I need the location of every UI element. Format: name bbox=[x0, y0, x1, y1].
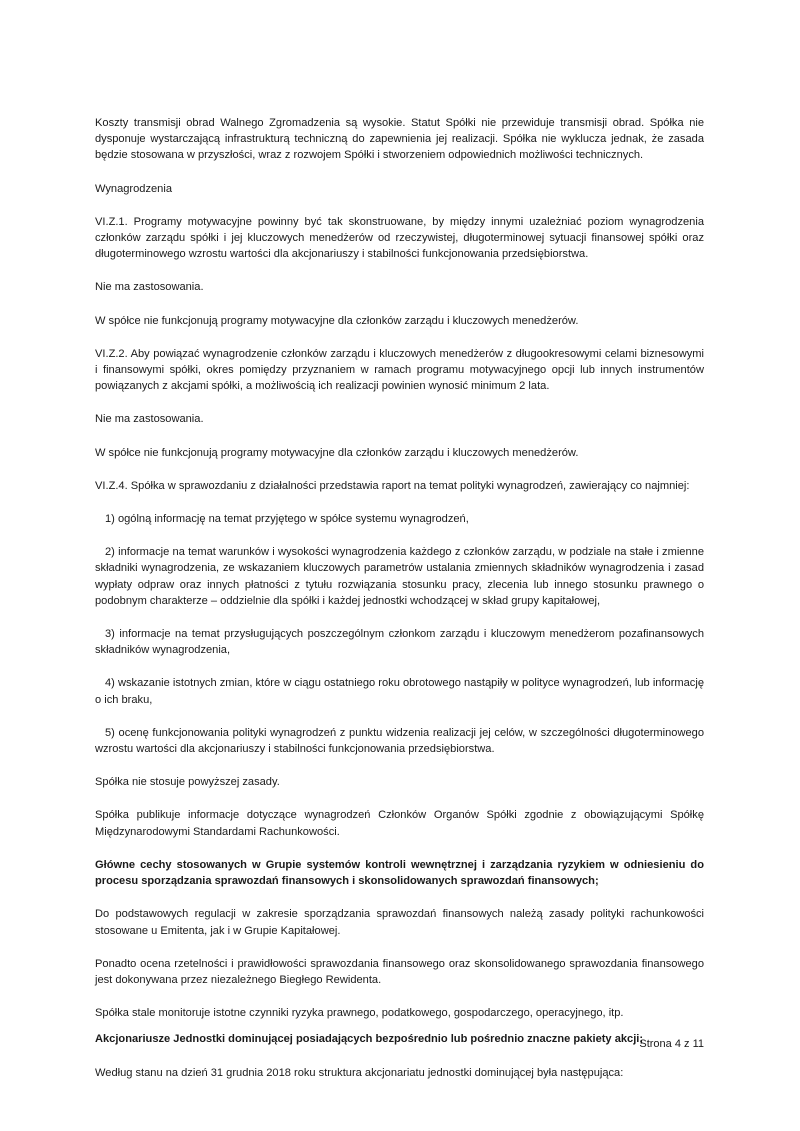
list-item: 1) ogólną informację na temat przyjętego w spółce systemu wynagrodzeń, bbox=[105, 513, 469, 526]
section-heading-internal-control: Główne cechy stosowanych w Grupie systemów kontroli wewnętrznej i zarządzania ryzykiem w odniesieniu do procesu sporządzania sprawozdań finansowych i skonsolidowanych sprawozdań finansowych; bbox=[95, 858, 704, 888]
section-heading-remuneration: Wynagrodzenia bbox=[95, 182, 172, 195]
paragraph-transmission-costs: Koszty transmisji obrad Walnego Zgromadzenia są wysokie. Statut Spółki nie przewiduje transmisji obrad. Spółka nie dysponuje wystarczającą infrastrukturą techniczną do zapewnienia jej realizacji. Spółka nie wyklucza jednak, że zasada będzie stosowana w przyszłości, wraz z rozwojem Spółki i stworzeniem odpowiednich możliwości technicznych. bbox=[95, 117, 704, 162]
not-applicable-note: Nie ma zastosowania. bbox=[95, 281, 204, 294]
page-body bbox=[95, 115, 704, 1081]
not-applicable-note: Nie ma zastosowania. bbox=[95, 413, 204, 426]
list-item: 3) informacje na temat przysługujących poszczególnym członkom zarządu i kluczowym menedżerom pozafinansowych składników wynagrodzenia, bbox=[95, 628, 704, 657]
rule-vi-z-2: VI.Z.2. Aby powiązać wynagrodzenie członków zarządu i kluczowych menedżerów z długookresowymi celami biznesowymi i finansowymi spółki, okres pomiędzy przyznaniem w ramach programu motywacyjnego opcji lub innych instrumentów powiązanych z akcjami spółki, a możliwością ich realizacji powinien wynosić minimum 2 lata. bbox=[95, 347, 704, 393]
page-number: Strona 4 z 11 bbox=[639, 1038, 704, 1050]
explanation-note: Spółka publikuje informacje dotyczące wynagrodzeń Członków Organów Spółki zgodnie z obowiązującymi Spółkę Międzynarodowymi Standardami Rachunkowości. bbox=[95, 809, 704, 838]
paragraph-accounting-policy: Do podstawowych regulacji w zakresie sporządzania sprawozdań finansowych należą zasady polityki rachunkowości stosowane u Emitenta, jak i w Grupie Kapitałowej. bbox=[95, 908, 704, 937]
non-compliance-note: Spółka nie stosuje powyższej zasady. bbox=[95, 776, 280, 789]
list-item: 2) informacje na temat warunków i wysokości wynagrodzenia każdego z członków zarządu, w podziale na stałe i zmienne składniki wynagrodzenia, ze wskazaniem kluczowych parametrów ustalania zmiennych składników wynagrodzenia i zasad wypłaty odpraw oraz innych płatności z tytułu rozwiązania stosunku pracy, zlecenia lub innego stosunku prawnego o podobnym charakterze – oddzielnie dla spółki i każdej jednostki wchodzącej w skład grupy kapitałowej, bbox=[95, 546, 704, 607]
explanation-note: W spółce nie funkcjonują programy motywacyjne dla członków zarządu i kluczowych menedżerów. bbox=[95, 314, 579, 327]
explanation-note: W spółce nie funkcjonują programy motywacyjne dla członków zarządu i kluczowych menedżerów. bbox=[95, 446, 579, 459]
rule-vi-z-1: VI.Z.1. Programy motywacyjne powinny być tak skonstruowane, by między innymi uzależniać poziom wynagrodzenia członków zarządu spółki i jej kluczowych menedżerów od rzeczywistej, długoterminowej sytuacji finansowej spółki oraz długoterminowego wzrostu wartości dla akcjonariuszy i stabilności funkcjonowania przedsiębiorstwa. bbox=[95, 215, 704, 261]
paragraph-shareholder-structure: Według stanu na dzień 31 grudnia 2018 roku struktura akcjonariatu jednostki dominującej była następująca: bbox=[95, 1066, 624, 1079]
list-item: 5) ocenę funkcjonowania polityki wynagrodzeń z punktu widzenia realizacji jej celów, w szczególności długoterminowego wzrostu wartości dla akcjonariuszy i stabilności funkcjonowania przedsiębiorstwa. bbox=[95, 726, 704, 756]
list-item: 4) wskazanie istotnych zmian, które w ciągu ostatniego roku obrotowego nastąpiły w polityce wynagrodzeń, lub informację o ich braku, bbox=[95, 677, 704, 706]
paragraph-auditor: Ponadto ocena rzetelności i prawidłowości sprawozdania finansowego oraz skonsolidowanego sprawozdania finansowego jest dokonywana przez niezależnego Biegłego Rewidenta. bbox=[95, 957, 704, 986]
section-heading-shareholders: Akcjonariusze Jednostki dominującej posiadających bezpośrednio lub pośrednio znaczne pakiety akcji; bbox=[95, 1033, 644, 1046]
rule-vi-z-4: VI.Z.4. Spółka w sprawozdaniu z działalności przedstawia raport na temat polityki wynagrodzeń, zawierający co najmniej: bbox=[95, 479, 690, 492]
paragraph-risk-monitoring: Spółka stale monitoruje istotne czynniki ryzyka prawnego, podatkowego, gospodarczego, operacyjnego, itp. bbox=[95, 1007, 624, 1020]
